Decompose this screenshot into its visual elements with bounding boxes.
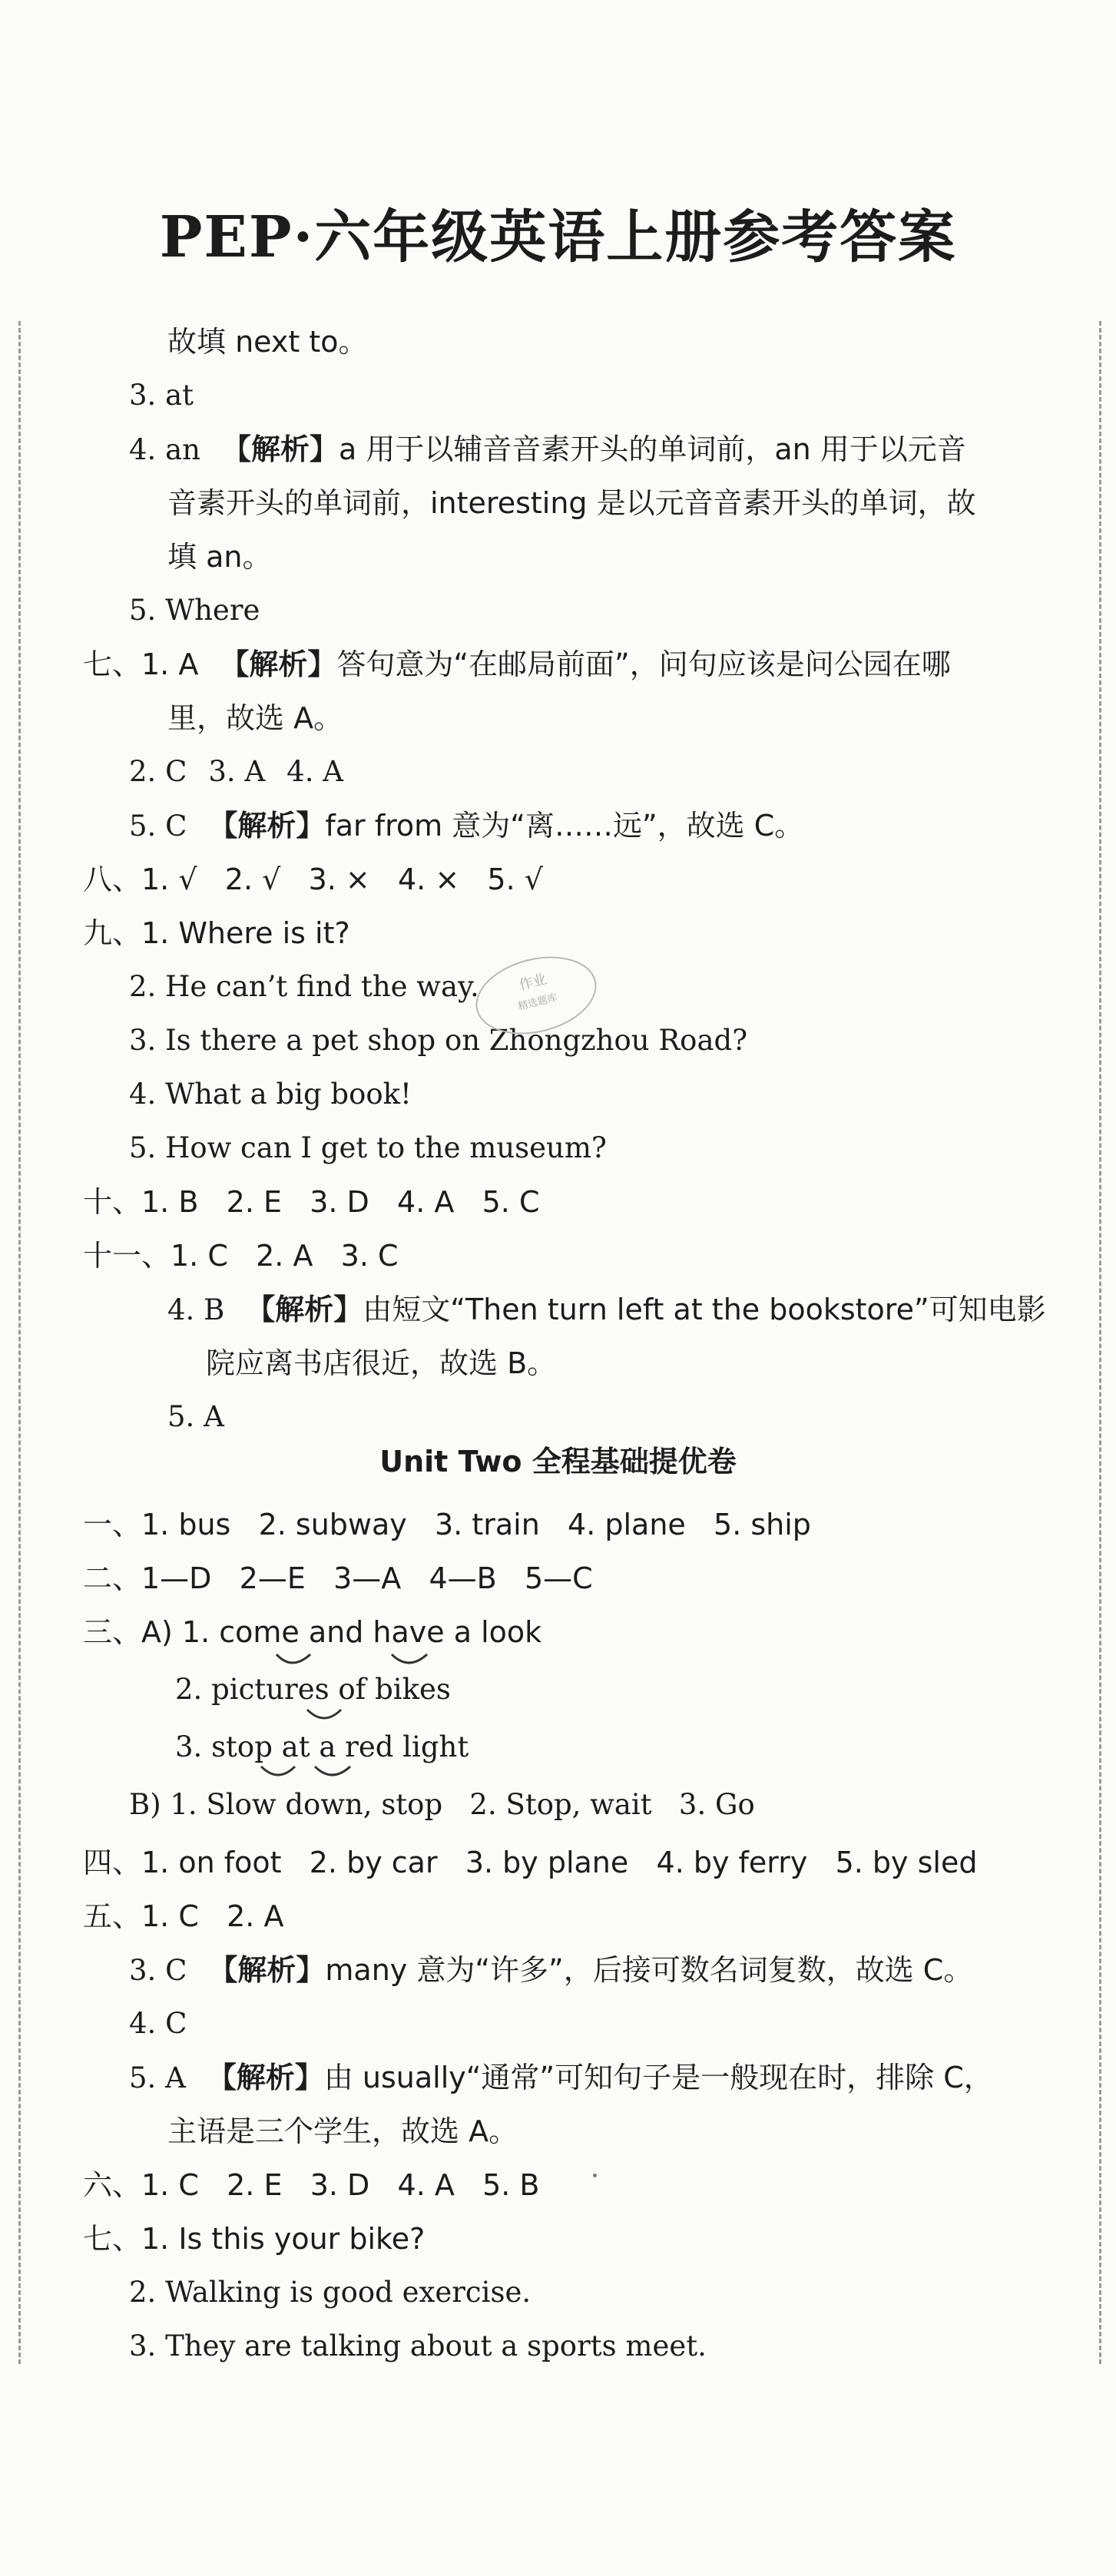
answer-line: 4. What a big book!	[129, 1078, 412, 1111]
answer-line: 六、1. C 2. E 3. D 4. A 5. B	[83, 2168, 540, 2202]
answer-line: 2. Walking is good exercise.	[129, 2276, 532, 2309]
answer-number: 5. C	[129, 810, 187, 843]
answer-item: 3. A	[208, 755, 266, 788]
answer-line: 一、1. bus 2. subway 3. train 4. plane 5. ship	[83, 1508, 811, 1541]
stray-dot	[593, 2174, 597, 2177]
answer-number: 5. A	[129, 2061, 186, 2094]
answer-line: 2. He can’t find the way.	[129, 970, 479, 1003]
analysis-text: a 用于以辅音音素开头的单词前，an 用于以元音	[338, 432, 966, 466]
liaison-arc	[277, 1654, 310, 1663]
answer-item: 4. A	[286, 755, 343, 788]
answer-line	[83, 637, 951, 691]
analysis-tag: 【解析】	[208, 1953, 326, 1987]
answer-line: 七、1. Is this your bike?	[83, 2222, 426, 2256]
answer-line: 音素开头的单词前，interesting 是以元音音素开头的单词，故	[167, 486, 976, 520]
answer-line	[129, 1943, 972, 1997]
answer-line: 3. They are talking about a sports meet.	[129, 2329, 707, 2362]
liaison-arc	[392, 1654, 427, 1663]
answer-line: 院应离书店很近，故选 B。	[206, 1346, 557, 1380]
analysis-text: 由 usually“通常”可知句子是一般现在时，排除 C，	[323, 2061, 993, 2094]
answer-line: 九、1. Where is it?	[83, 916, 350, 950]
answer-line: 3. stop at a red light	[175, 1730, 469, 1763]
answer-line	[129, 2051, 993, 2104]
answer-line: 二、1—D 2—E 3—A 4—B 5—C	[83, 1561, 593, 1595]
liaison-arcs	[246, 1651, 645, 1674]
answer-number: 4. B	[167, 1293, 225, 1326]
analysis-tag: 【解析】	[221, 432, 339, 466]
liaison-arc	[315, 1766, 350, 1775]
answer-line: 里，故选 A。	[167, 701, 343, 735]
answer-line: 3. Is there a pet shop on Zhongzhou Road?	[129, 1024, 748, 1057]
answer-number: 3. C	[129, 1954, 187, 1987]
answer-line: 故填 next to。	[167, 325, 368, 359]
liaison-arcs	[284, 1707, 438, 1730]
analysis-tag: 【解析】	[207, 2061, 324, 2094]
answer-item: 2. C	[129, 755, 187, 788]
answer-line: B) 1. Slow down, stop 2. Stop, wait 3. Go	[129, 1788, 755, 1821]
answer-line: 主语是三个学生，故选 A。	[167, 2114, 518, 2148]
answer-line: 5. A	[167, 1400, 224, 1433]
answer-line: 三、A) 1. come and have a look	[83, 1615, 542, 1649]
answer-line: 5. How can I get to the museum?	[129, 1131, 607, 1164]
analysis-tag: 【解析】	[220, 647, 337, 681]
answer-line: 4. C	[129, 2007, 187, 2040]
answer-line: 填 an。	[167, 540, 272, 574]
liaison-arc	[261, 1766, 295, 1775]
answer-line	[129, 799, 803, 853]
answer-line	[167, 1283, 1046, 1336]
analysis-text: 答句意为“在邮局前面”，问句应该是问公园在哪	[336, 647, 951, 681]
answer-line: 2. pictures of bikes	[175, 1673, 451, 1706]
analysis-text: far from 意为“离……远”，故选 C。	[325, 809, 804, 843]
answer-number: 七、1. A	[83, 647, 199, 681]
answer-line: 3. at	[129, 379, 194, 412]
page-title: PEP·六年级英语上册参考答案	[159, 204, 957, 270]
analysis-tag: 【解析】	[208, 809, 326, 843]
liaison-arc	[307, 1710, 341, 1718]
answer-line	[129, 422, 966, 476]
answer-line: 十、1. B 2. E 3. D 4. A 5. C	[83, 1185, 540, 1219]
analysis-text: 由短文“Then turn left at the bookstore”可知电影	[363, 1293, 1046, 1326]
left-dashed-border	[18, 321, 21, 2364]
answer-number: 4. an	[129, 433, 200, 466]
watermark-stamp: 作业 精选题库	[468, 945, 604, 1046]
unit-title: Unit Two 全程基础提优卷	[379, 1445, 737, 1478]
answer-line: 5. Where	[129, 594, 260, 627]
answer-line: 四、1. on foot 2. by car 3. by plane 4. by ferry 5. by sled	[83, 1846, 978, 1879]
answer-line: 五、1. C 2. A	[83, 1899, 284, 1933]
analysis-tag: 【解析】	[246, 1293, 363, 1326]
answer-line: 十一、1. C 2. A 3. C	[83, 1239, 399, 1273]
analysis-text: many 意为“许多”，后接可数名词复数，故选 C。	[325, 1953, 973, 1987]
answer-line	[129, 745, 343, 799]
answer-line: 八、1. √ 2. √ 3. × 4. × 5. √	[83, 863, 543, 896]
right-dashed-border	[1099, 321, 1101, 2364]
